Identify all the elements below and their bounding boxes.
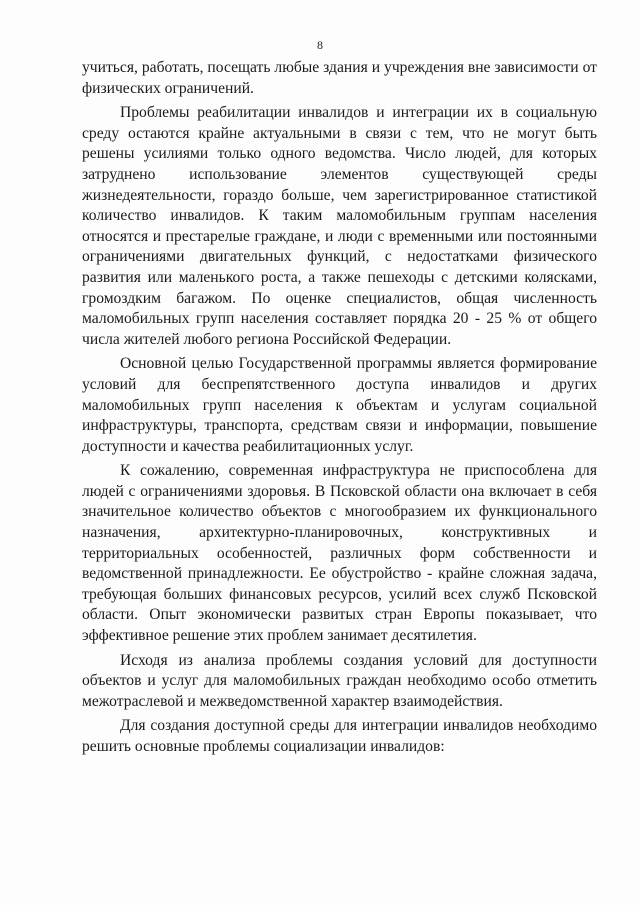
page-number: 8 [317, 38, 323, 52]
paragraph-6: Для создания доступной среды для интеграции инвалидов необходимо решить основные проблемы социализации инвалидов: [82, 717, 597, 755]
paragraph-1: учиться, работать, посещать любые здания и учреждения вне зависимости от физических ограничений. [82, 59, 597, 97]
paragraph-2: Проблемы реабилитации инвалидов и интеграции их в социальную среду остаются крайне актуальными в связи с тем, что не могут быть решены усилиями только одного ведомства. Число людей, для которых затруднено использование элементов существующей среды жизнедеятельности, гораздо больше, чем зарегистрированное статистикой количество инвалидов. К таким маломобильным группам населения относятся и престарелые граждане, и люди с временными или постоянными ограничениями двигательных функций, с недостатками физического развития или маленького роста, а также пешеходы с детскими колясками, громоздким багажом. По оценке специалистов, общая численность маломобильных групп населения составляет порядка 20 - 25 % от общего числа жителей любого региона Российской Федерации. [82, 104, 597, 348]
paragraph-5: Исходя из анализа проблемы создания условий для доступности объектов и услуг для маломобильных граждан необходимо особо отметить межотраслевой и межведомственной характер взаимодействия. [82, 651, 597, 710]
paragraph-3: Основной целью Государственной программы является формирование условий для беспрепятственного доступа инвалидов и других маломобильных групп населения к объектам и услугам социальной инфраструктуры, транспорта, средствам связи и информации, повышение доступности и качества реабилитационных услуг. [82, 355, 597, 455]
paragraph-4: К сожалению, современная инфраструктура не приспособлена для людей с ограничениями здоровья. В Псковской области она включает в себя значительное количество объектов с многообразием их функционального назначения, архитектурно-планировочных, конструктивных и территориальных особенностей, различных форм собственности и ведомственной принадлежности. Ее обустройство - крайне сложная задача, требующая больших финансовых ресурсов, усилий всех служб Псковской области. Опыт экономически развитых стран Европы показывает, что эффективное решение этих проблем занимает десятилетия. [82, 462, 597, 645]
body-text [82, 58, 597, 758]
